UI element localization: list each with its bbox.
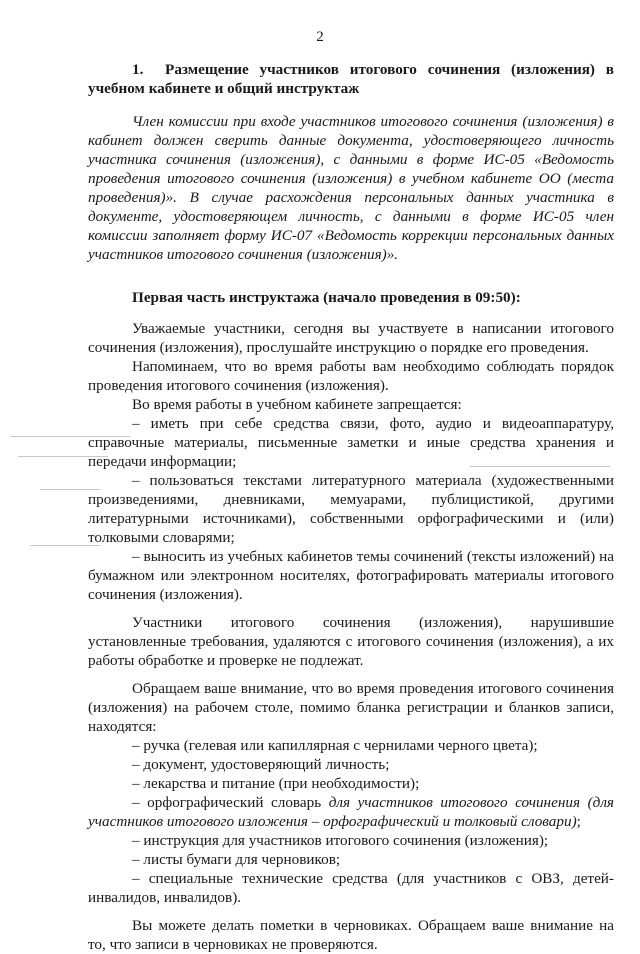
desk-item: – лекарства и питание (при необходимости); <box>132 775 420 792</box>
prohibited-item: – выносить из учебных кабинетов темы сочинений (тексты изложений) на бумажном или электронном носителях, фотографировать материалы итогового сочинения (изложения). <box>88 548 614 603</box>
prohibited-item: – иметь при себе средства связи, фото, аудио и видеоаппаратуру, справочные материалы, письменные заметки и иные средства хранения и передачи информации; <box>88 415 614 470</box>
part-heading: Первая часть инструктажа (начало проведения в 09:50): <box>132 289 521 306</box>
prohibition-intro: Во время работы в учебном кабинете запрещается: <box>132 396 462 413</box>
commission-instruction: Член комиссии при входе участников итогового сочинения (изложения) в кабинет должен сверить данные документа, удостоверяющего личность участника сочинения (изложения), с данными в форме ИС-05 «Ведомость проведения итогового сочинения (изложения) в учебном кабинете ОО (места проведения)». В случае расхождения персональных данных участника в документе, удостоверяющем личность, с данными в форме ИС-05 член комиссии заполняет форму ИС-07 «Ведомость коррекции персональных данных участников итогового сочинения (изложения)». <box>88 113 614 263</box>
desk-item: – документ, удостоверяющий личность; <box>132 756 390 773</box>
prohibited-item: – пользоваться текстами литературного материала (художественными произведениями, дневниками, мемуарами, публицистикой, другими литературными источниками), собственными орфографическими и (или) толковыми словарями; <box>88 472 614 546</box>
reminder-paragraph: Напоминаем, что во время работы вам необходимо соблюдать порядок проведения итогового сочинения (изложения). <box>88 358 614 394</box>
section-number: 1. <box>132 61 144 78</box>
desk-item <box>88 793 614 831</box>
section-title: Размещение участников итогового сочинения (изложения) в учебном кабинете и общий инструктаж <box>88 61 615 97</box>
greeting-paragraph: Уважаемые участники, сегодня вы участвуете в написании итогового сочинения (изложения), прослушайте инструкцию о порядке его проведения. <box>88 320 614 356</box>
desk-item: – инструкция для участников итогового сочинения (изложения); <box>132 832 549 849</box>
violation-paragraph: Участники итогового сочинения (изложения), нарушившие установленные требования, удаляются с итогового сочинения (изложения), а их работы обработке и проверке не подлежат. <box>88 614 614 669</box>
section-heading <box>88 60 614 98</box>
desk-item-italic: для участников итогового сочинения (для участников итогового изложения – орфографический и толковый словари) <box>88 794 614 830</box>
desk-item: – листы бумаги для черновиков; <box>132 851 341 868</box>
drafts-paragraph: Вы можете делать пометки в черновиках. Обращаем ваше внимание на то, что записи в черновиках не проверяются. <box>88 917 614 953</box>
desk-items-intro: Обращаем ваше внимание, что во время проведения итогового сочинения (изложения) на рабочем столе, помимо бланка регистрации и бланков записи, находятся: <box>88 680 614 735</box>
page-number: 2 <box>316 29 324 45</box>
desk-item-lead: – орфографический словарь <box>132 794 329 811</box>
desk-item-end: ; <box>576 813 581 830</box>
desk-item: – специальные технические средства (для участников с ОВЗ, детей-инвалидов, инвалидов). <box>88 870 614 906</box>
desk-item: – ручка (гелевая или капиллярная с чернилами черного цвета); <box>132 737 538 754</box>
document-body <box>88 60 614 954</box>
